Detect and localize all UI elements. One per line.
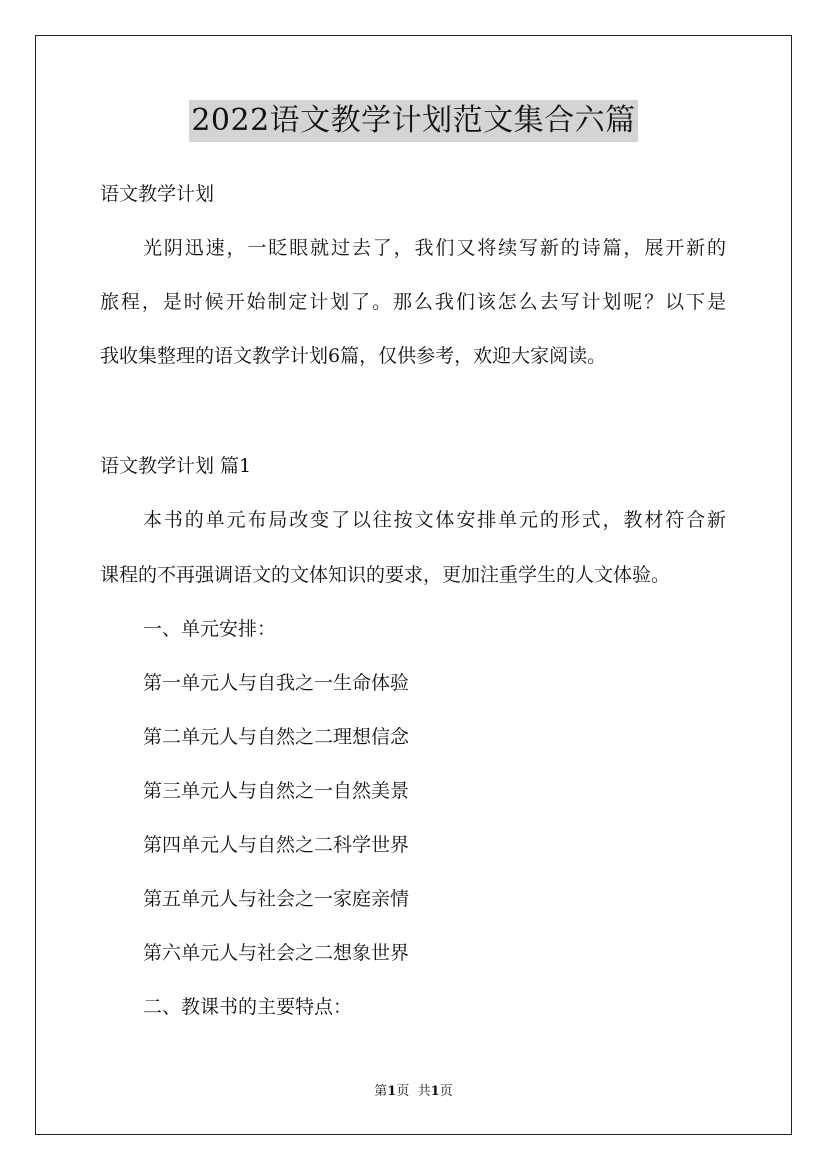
footer-page-prefix: 第	[374, 1084, 388, 1099]
unit-item: 第一单元人与自我之一生命体验	[143, 672, 410, 694]
footer-page-suffix: 页	[396, 1084, 410, 1099]
unit-item: 第五单元人与社会之一家庭亲情	[143, 888, 410, 910]
footer-total-suffix: 页	[439, 1084, 453, 1099]
unit-item: 第三单元人与自然之一自然美景	[143, 780, 410, 802]
intro-line-1: 光阴迅速，一眨眼就过去了，我们又将续写新的诗篇，展开新的	[143, 237, 726, 259]
unit-heading: 一、单元安排：	[143, 618, 277, 640]
features-heading: 二、教课书的主要特点：	[143, 996, 353, 1018]
intro-line-3: 我收集整理的语文教学计划6篇，仅供参考，欢迎大家阅读。	[100, 345, 607, 367]
unit-item: 第六单元人与社会之二想象世界	[143, 942, 410, 964]
page-footer	[0, 1082, 827, 1102]
unit-item: 第二单元人与自然之二理想信念	[143, 726, 410, 748]
section-heading: 语文教学计划	[100, 183, 215, 205]
footer-page-number: 1	[387, 1084, 397, 1099]
document-title: 2022语文教学计划范文集合六篇	[189, 100, 637, 142]
intro-line-2: 旅程，是时候开始制定计划了。那么我们该怎么去写计划呢？以下是	[100, 291, 726, 313]
footer-total-prefix: 共	[417, 1084, 431, 1099]
part1-line-2: 课程的不再强调语文的文体知识的要求，更加注重学生的人文体验。	[100, 564, 671, 586]
footer-total-number: 1	[430, 1084, 440, 1099]
part1-heading: 语文教学计划 篇1	[100, 455, 252, 477]
unit-item: 第四单元人与自然之二科学世界	[143, 834, 410, 856]
title-container	[0, 100, 827, 142]
part1-line-1: 本书的单元布局改变了以往按文体安排单元的形式，教材符合新	[143, 509, 726, 531]
